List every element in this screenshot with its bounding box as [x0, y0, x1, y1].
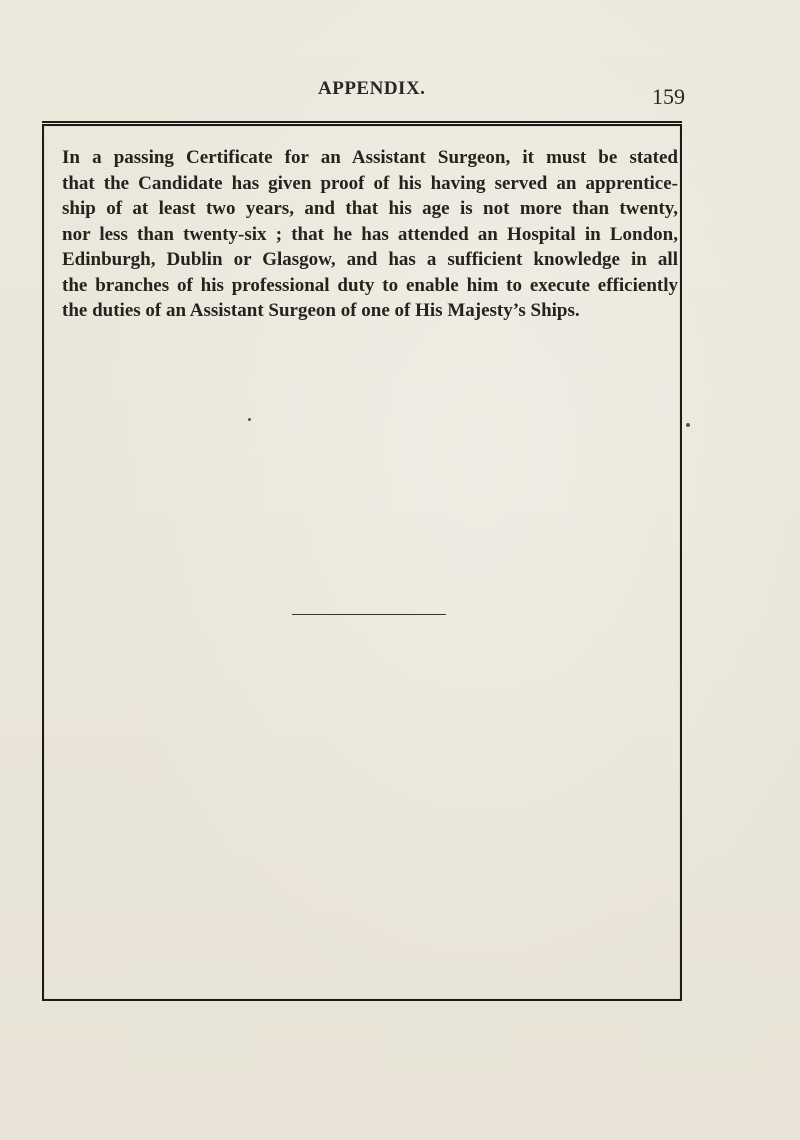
paragraph-line: nor less than twenty-six ; that he has attended an Hospital in London,	[62, 223, 678, 245]
page-number: 159	[652, 84, 685, 109]
paragraph-line: In a passing Certificate for an Assistant Surgeon, it must be stated	[62, 147, 678, 168]
paragraph-line: the branches of his professional duty to enable him to execute efficiently	[62, 274, 678, 296]
paragraph-line: the duties of an Assistant Surgeon of one of His Majesty’s Ships.	[62, 300, 580, 321]
frame-top-rule	[42, 121, 682, 123]
paper-speck	[686, 423, 690, 427]
paper-speck	[248, 418, 251, 421]
paragraph-line: that the Candidate has given proof of his having served an apprentice-	[62, 172, 678, 194]
certificate-paragraph	[62, 145, 684, 324]
paragraph-line: ship of at least two years, and that his age is not more than twenty,	[62, 198, 678, 219]
page-header-title: APPENDIX.	[318, 78, 426, 99]
running-head	[0, 78, 800, 108]
paragraph-line: Edinburgh, Dublin or Glasgow, and has a sufficient knowledge in all	[62, 249, 678, 270]
section-divider	[292, 614, 446, 615]
